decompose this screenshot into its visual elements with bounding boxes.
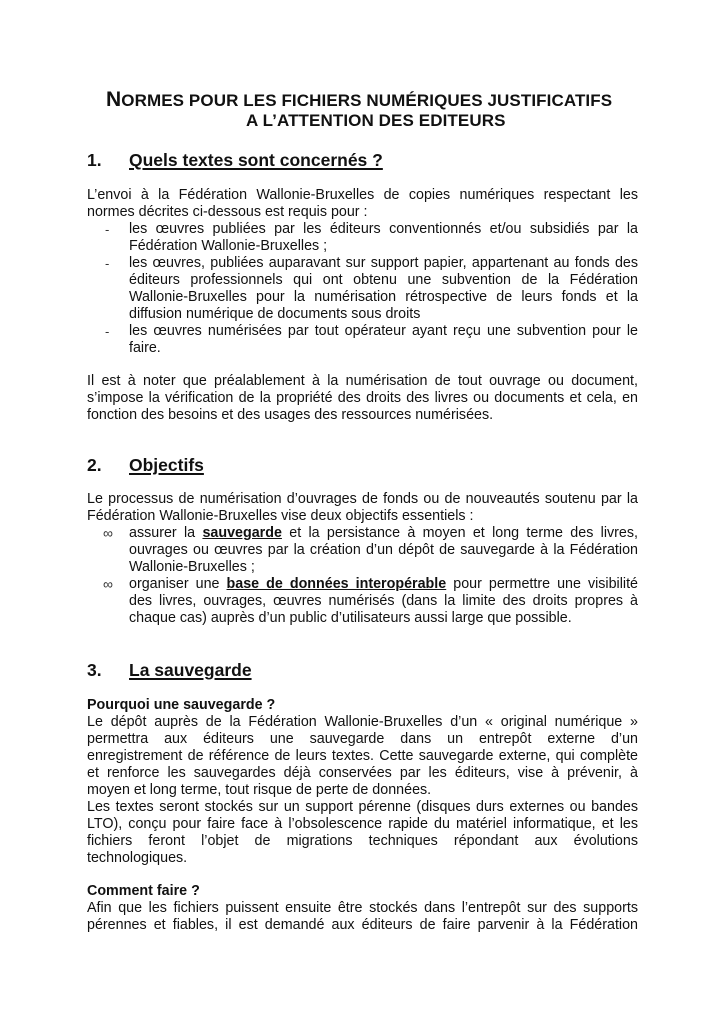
title2-apostrophe: ’: [272, 111, 277, 130]
text-line: les œuvres numérisées par tout opérateur ayant reçu une subvention pour le: [129, 323, 638, 339]
document-title-line1: [106, 88, 612, 112]
infinity-bullet-icon: ∞: [103, 525, 113, 541]
text-line: chaque cas) auprès d’un public d’utilisateurs aussi large que possible.: [129, 610, 572, 626]
text-line: enregistrement de référence de leurs textes. Cette sauvegarde externe, qui complète: [87, 748, 638, 764]
list-item: [129, 221, 638, 255]
text-line: les œuvres, publiées auparavant sur support papier, appartenant au fonds des: [129, 255, 638, 271]
text-line: Fédération Wallonie-Bruxelles ;: [129, 238, 328, 254]
section3-para3: [87, 900, 638, 934]
text-run: assurer la: [129, 525, 203, 541]
list-item: [129, 576, 638, 627]
section3-heading: [87, 660, 252, 681]
text-line: s’impose la vérification de la propriété des droits des livres ou documents et cela, en: [87, 390, 638, 406]
text-line: [129, 525, 638, 542]
text-line: éditeurs professionnels qui ont obtenu une subvention de la Fédération: [129, 272, 638, 288]
section-number: 2.: [87, 455, 102, 475]
section2-intro: [87, 491, 638, 525]
title-rest: ORMES POUR LES FICHIERS NUMÉRIQUES JUSTIFICATIFS: [121, 91, 613, 110]
text-line: normes décrites ci-dessous est requis pour :: [87, 204, 368, 220]
text-line: ouvrages ou œuvres par la création d’un dépôt de sauvegarde à la Fédération: [129, 542, 638, 558]
text-line: fonction des besoins et des usages des ressources numérisées.: [87, 407, 494, 423]
section2-heading: [87, 455, 204, 476]
text-line: Le dépôt auprès de la Fédération Wallonie-Bruxelles d’un « original numérique »: [87, 714, 638, 730]
text-line: Les textes seront stockés sur un support pérenne (disques durs externes ou bandes: [87, 799, 638, 815]
text-line: les œuvres publiées par les éditeurs conventionnés et/ou subsidiés par la: [129, 221, 638, 237]
text-line: Wallonie-Bruxelles pour la numérisation rétrospective de leurs fonds et la: [129, 289, 638, 305]
text-run: pour permettre une visibilité: [446, 576, 639, 592]
section1-note: [87, 373, 638, 424]
dash-bullet-icon: -: [105, 324, 110, 339]
title2-a: A L: [246, 111, 273, 130]
emphasis-sauvegarde: sauvegarde: [202, 525, 282, 541]
text-line: et renforce les sauvegardes déjà conservées par les éditeurs, vise à prévenir, à: [87, 765, 638, 781]
section-title: La sauvegarde: [129, 660, 252, 680]
section1-heading: [87, 150, 383, 171]
text-line: Wallonie-Bruxelles ;: [129, 559, 255, 575]
text-line: LTO), conçu pour faire face à l’obsolescence rapide du matériel informatique, et les: [87, 816, 638, 832]
dash-bullet-icon: -: [105, 222, 110, 237]
text-line: fichiers feront l’objet de migrations techniques répondant aux évolutions: [87, 833, 638, 849]
text-line: Le processus de numérisation d’ouvrages de fonds ou de nouveautés soutenu par la: [87, 491, 638, 507]
text-run: organiser une: [129, 576, 227, 592]
text-line: des livres, ouvrages, œuvres numérisés (dans la limite des droits propres à: [129, 593, 638, 609]
text-line: [129, 576, 638, 593]
text-line: Afin que les fichiers puissent ensuite être stockés dans l’entrepôt sur des supports: [87, 900, 638, 916]
text-run: et la persistance à moyen et long terme des livres,: [281, 525, 638, 541]
section3-para1: [87, 714, 638, 799]
text-line: moyen et long terme, tout risque de perte de données.: [87, 782, 432, 798]
infinity-bullet-icon: ∞: [103, 576, 113, 592]
list-item: [129, 255, 638, 323]
section1-intro: [87, 187, 638, 221]
emphasis-database: base de données interopérable: [226, 576, 447, 592]
text-line: faire.: [129, 340, 161, 356]
subheading-how-to: Comment faire ?: [87, 883, 200, 899]
text-line: diffusion numérique de documents sous droits: [129, 306, 421, 322]
document-title-line2: [246, 111, 506, 131]
title-initial: N: [106, 88, 122, 111]
section-title: Objectifs: [129, 455, 204, 475]
section-number: 1.: [87, 150, 102, 170]
dash-bullet-icon: -: [105, 256, 110, 271]
text-line: Fédération Wallonie-Bruxelles vise deux objectifs essentiels :: [87, 508, 474, 524]
text-line: technologiques.: [87, 850, 188, 866]
subheading-why-backup: Pourquoi une sauvegarde ?: [87, 697, 276, 713]
text-line: permettra aux éditeurs une sauvegarde dans un entrepôt externe d’un: [87, 731, 638, 747]
section-title: Quels textes sont concernés ?: [129, 150, 383, 170]
list-item: [129, 323, 638, 357]
section3-para2: [87, 799, 638, 867]
text-line: pérennes et fiables, il est demandé aux éditeurs de faire parvenir à la Fédération: [87, 917, 638, 933]
list-item: [129, 525, 638, 576]
section-number: 3.: [87, 660, 102, 680]
text-line: L’envoi à la Fédération Wallonie-Bruxelles de copies numériques respectant les: [87, 187, 638, 203]
title2-c: ATTENTION DES EDITEURS: [276, 111, 506, 130]
text-line: Il est à noter que préalablement à la numérisation de tout ouvrage ou document,: [87, 373, 638, 389]
